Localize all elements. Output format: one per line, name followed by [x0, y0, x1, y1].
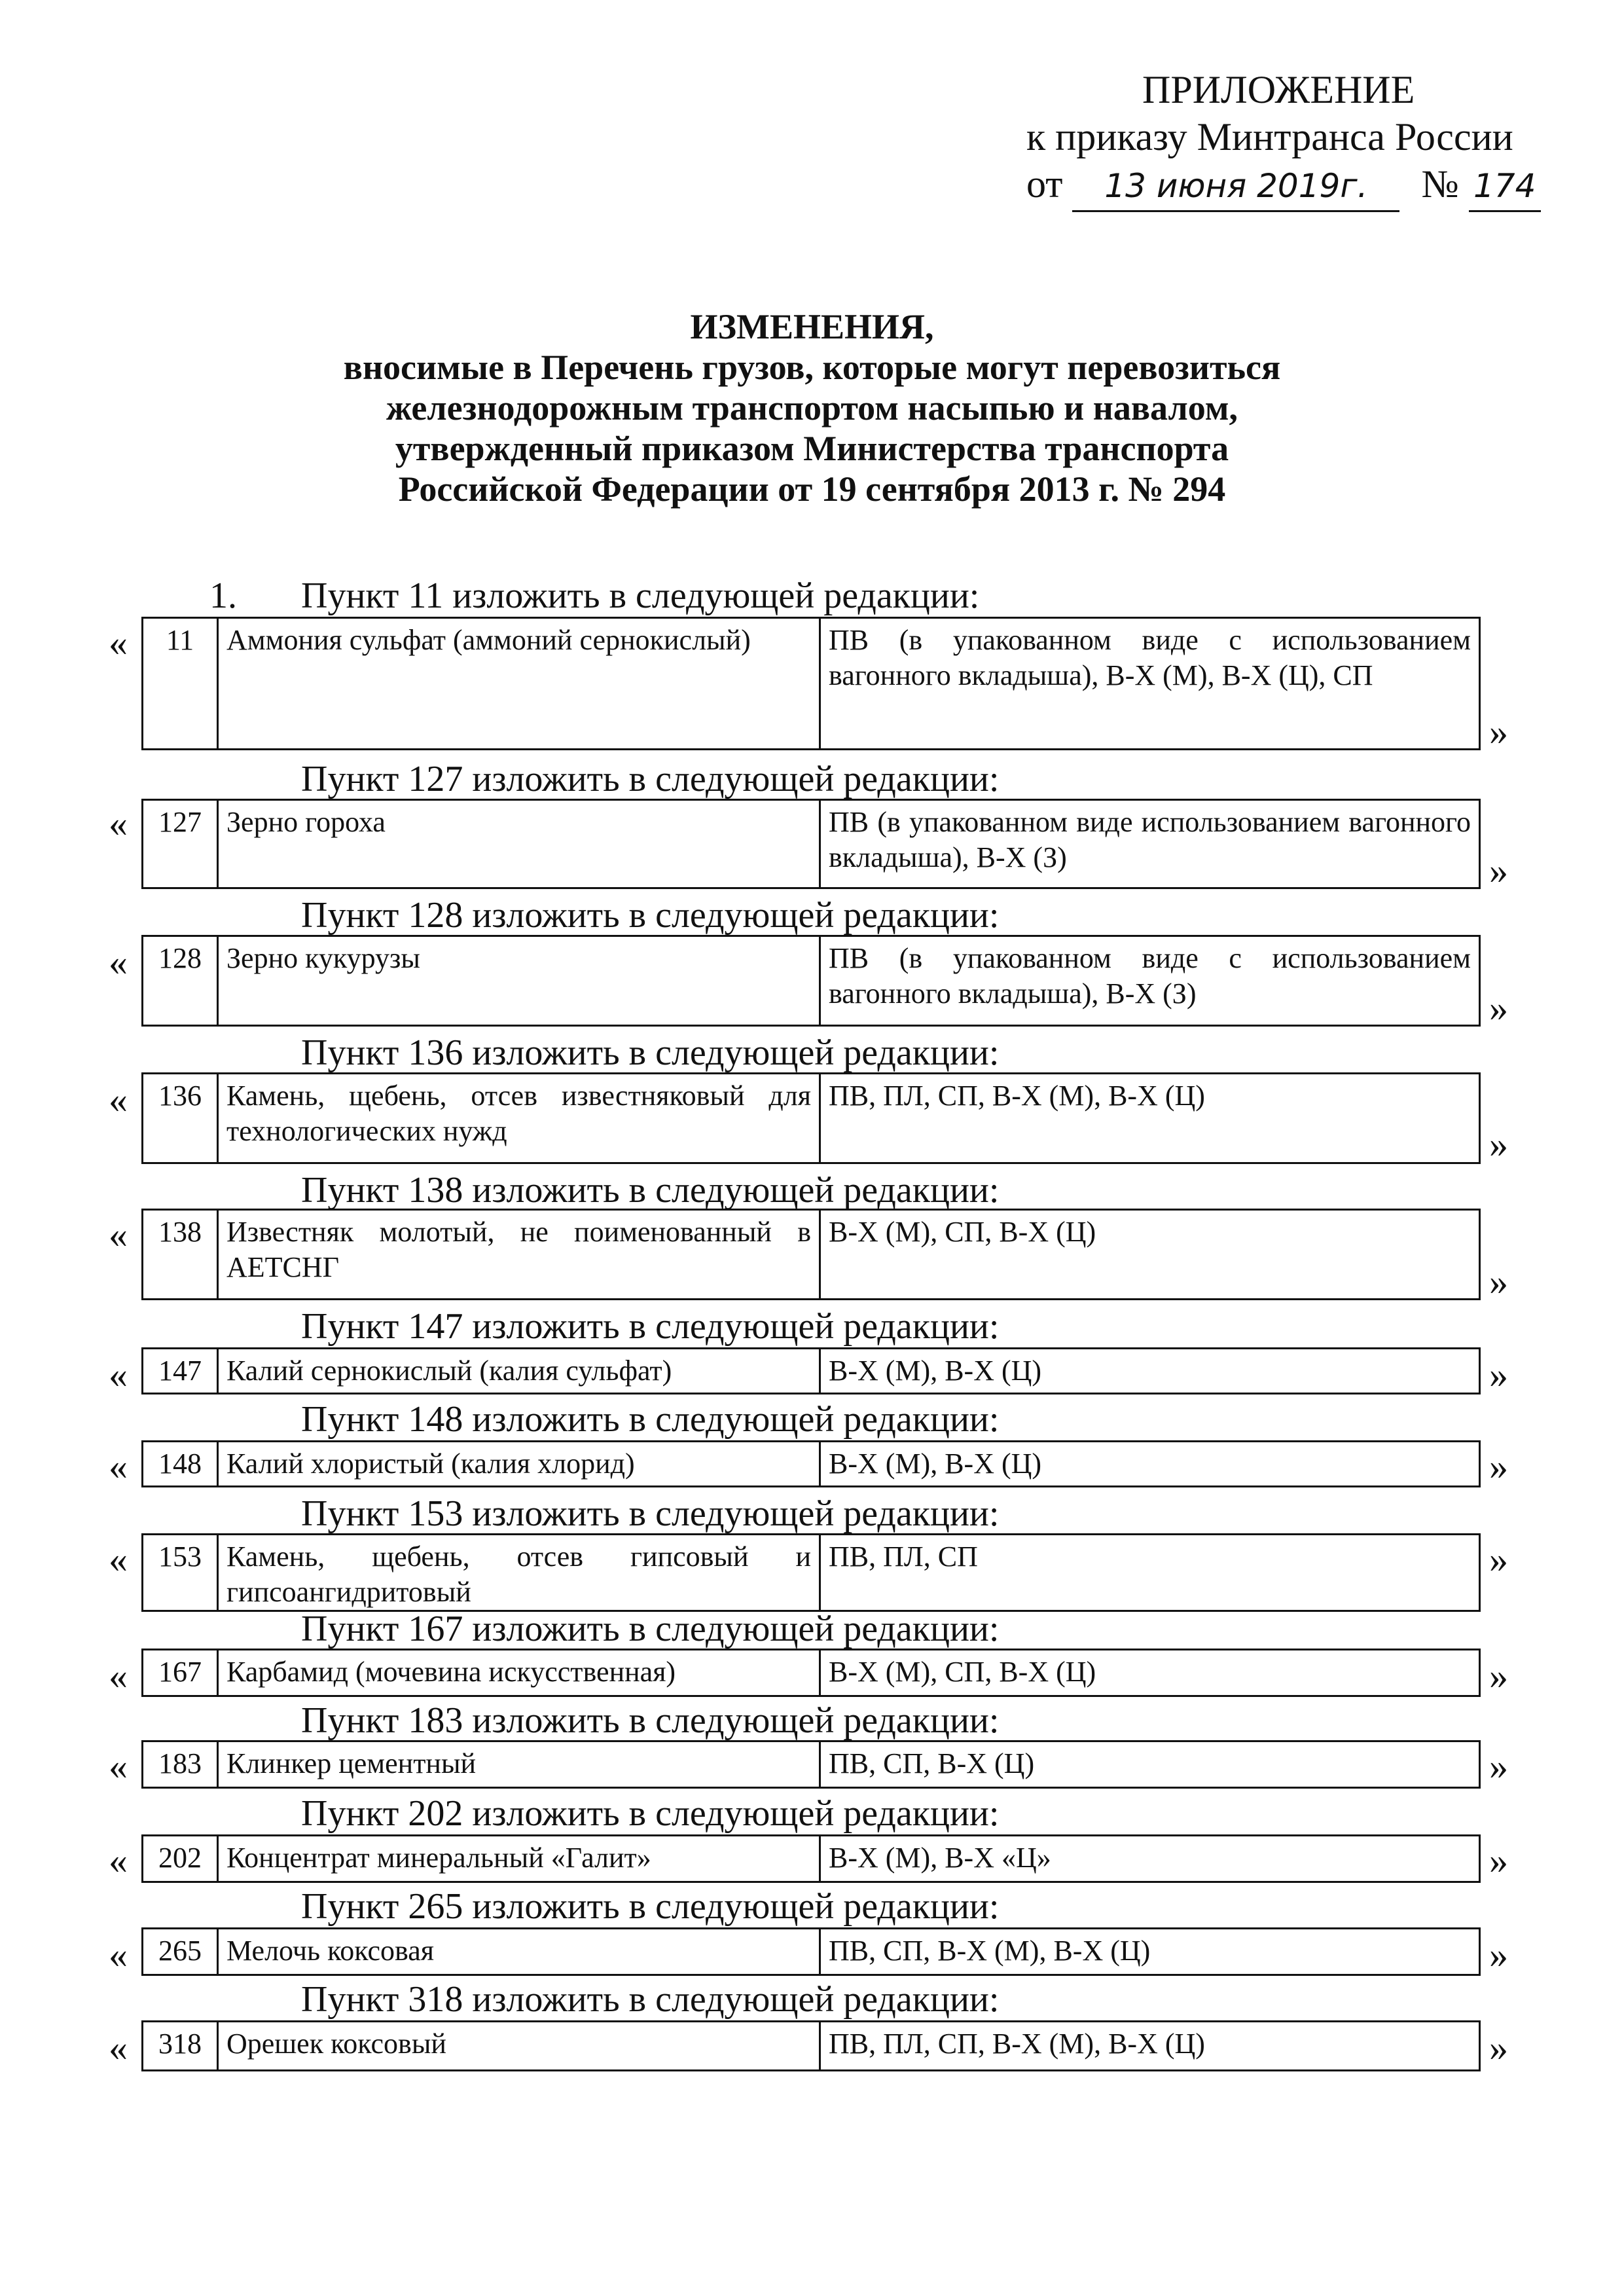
appendix-order-reference: к приказу Минтранса России	[1026, 115, 1513, 158]
table-row	[141, 799, 1481, 889]
transport-mode: ПВ, СП, В-Х (Ц)	[829, 1747, 1035, 1779]
table-row	[141, 2020, 1481, 2071]
quote-open: «	[109, 1445, 128, 1487]
quote-close: »	[1489, 849, 1508, 892]
transport-mode: ПВ, ПЛ, СП, В-Х (М), В-Х (Ц)	[829, 1080, 1205, 1112]
cargo-name: Известняк молотый, не поименованный в АЕТСНГ	[219, 1211, 821, 1298]
quote-open: «	[109, 1745, 128, 1787]
table-row	[141, 935, 1481, 1027]
table-row	[141, 1533, 1481, 1612]
table-row	[141, 1347, 1481, 1394]
quote-close: »	[1489, 1745, 1508, 1787]
appendix-date-prefix: от	[1026, 162, 1063, 206]
amendment-instruction: Пункт 202 изложить в следующей редакции:	[301, 1793, 1000, 1834]
appendix-number-label: №	[1421, 162, 1459, 206]
transport-mode: В-Х (М), СП, В-Х (Ц)	[829, 1216, 1096, 1248]
amendment-instruction: Пункт 136 изложить в следующей редакции:	[301, 1032, 1000, 1073]
table-row	[141, 1072, 1481, 1164]
quote-close: »	[1489, 1260, 1508, 1303]
cargo-code: 136	[143, 1074, 219, 1162]
quote-close: »	[1489, 1654, 1508, 1697]
transport-mode: В-Х (М), СП, В-Х (Ц)	[829, 1656, 1096, 1688]
heading-line-4: Российской Федерации от 19 сентября 2013 г. № 294	[398, 469, 1226, 509]
cargo-name: Калий хлористый (калия хлорид)	[219, 1442, 821, 1485]
cargo-code: 138	[143, 1211, 219, 1298]
cargo-name: Концентрат минеральный «Галит»	[219, 1836, 821, 1881]
amendment-instruction: Пункт 128 изложить в следующей редакции:	[301, 895, 1000, 936]
quote-close: »	[1489, 1538, 1508, 1580]
cargo-code: 265	[143, 1929, 219, 1974]
cargo-code: 153	[143, 1535, 219, 1610]
cargo-name: Зерно гороха	[219, 801, 821, 887]
list-number: 1.	[209, 575, 237, 616]
cargo-code: 202	[143, 1836, 219, 1881]
amendment-instruction: Пункт 318 изложить в следующей редакции:	[301, 1979, 1000, 2020]
amendment-instruction: Пункт 148 изложить в следующей редакции:	[301, 1399, 1000, 1440]
table-row	[141, 617, 1481, 750]
cargo-code: 128	[143, 937, 219, 1025]
amendment-instruction: Пункт 138 изложить в следующей редакции:	[301, 1170, 1000, 1211]
appendix-date-handwritten: 13 июня 2019г.	[1072, 162, 1399, 212]
cargo-name: Карбамид (мочевина искусственная)	[219, 1650, 821, 1695]
cargo-code: 11	[143, 619, 219, 748]
quote-open: «	[109, 1213, 128, 1256]
quote-open: «	[109, 1654, 128, 1697]
quote-close: »	[1489, 1839, 1508, 1882]
quote-open: «	[109, 621, 128, 664]
amendment-instruction: Пункт 265 изложить в следующей редакции:	[301, 1886, 1000, 1927]
table-row	[141, 1209, 1481, 1300]
appendix-date-number-line	[1026, 160, 1541, 212]
amendment-instruction: Пункт 127 изложить в следующей редакции:	[301, 759, 1000, 799]
cargo-name: Камень, щебень, отсев гипсовый и гипсоангидритовый	[219, 1535, 821, 1610]
cargo-name: Зерно кукурузы	[219, 937, 821, 1025]
amendment-instruction: Пункт 147 изложить в следующей редакции:	[301, 1306, 1000, 1347]
transport-mode: ПВ, СП, В-Х (М), В-Х (Ц)	[829, 1935, 1151, 1967]
heading-line-2: железнодорожным транспортом насыпью и навалом,	[386, 388, 1238, 428]
table-row	[141, 1649, 1481, 1697]
amendment-instruction: 1. Пункт 11 изложить в следующей редакции:	[209, 575, 980, 616]
cargo-code: 147	[143, 1349, 219, 1393]
quote-close: »	[1489, 1123, 1508, 1165]
transport-mode: ПВ (в упакованном виде с использованием вагонного вкладыша), В-Х (З)	[829, 942, 1471, 1010]
transport-mode: ПВ, ПЛ, СП, В-Х (М), В-Х (Ц)	[829, 2028, 1205, 2060]
quote-close: »	[1489, 1445, 1508, 1487]
quote-open: «	[109, 1538, 128, 1580]
quote-close: »	[1489, 1933, 1508, 1976]
quote-open: «	[109, 941, 128, 983]
transport-mode: ПВ, ПЛ, СП	[829, 1540, 978, 1573]
amendment-instruction: Пункт 153 изложить в следующей редакции:	[301, 1493, 1000, 1534]
table-row	[141, 1740, 1481, 1789]
quote-open: «	[109, 1353, 128, 1396]
amendment-instruction: Пункт 183 изложить в следующей редакции:	[301, 1700, 1000, 1741]
heading-line-3: утвержденный приказом Министерства транспорта	[395, 429, 1229, 468]
quote-close: »	[1489, 2026, 1508, 2069]
cargo-name: Клинкер цементный	[219, 1742, 821, 1787]
heading-line-1: вносимые в Перечень грузов, которые могут перевозиться	[343, 348, 1281, 387]
quote-close: »	[1489, 987, 1508, 1029]
transport-mode: В-Х (М), В-Х (Ц)	[829, 1448, 1042, 1480]
table-row	[141, 1927, 1481, 1976]
cargo-name: Мелочь коксовая	[219, 1929, 821, 1974]
cargo-name: Камень, щебень, отсев известняковый для технологических нужд	[219, 1074, 821, 1162]
cargo-name: Калий сернокислый (калия сульфат)	[219, 1349, 821, 1393]
quote-open: «	[109, 2026, 128, 2069]
quote-open: «	[109, 802, 128, 845]
transport-mode: ПВ (в упакованном виде использованием вагонного вкладыша), В-Х (З)	[829, 806, 1471, 873]
quote-open: «	[109, 1078, 128, 1121]
table-row	[141, 1440, 1481, 1487]
cargo-name: Орешек коксовый	[219, 2022, 821, 2069]
appendix-title: ПРИЛОЖЕНИЕ	[1142, 68, 1415, 111]
cargo-code: 318	[143, 2022, 219, 2069]
quote-close: »	[1489, 1353, 1508, 1396]
table-row	[141, 1834, 1481, 1883]
heading-title: ИЗМЕНЕНИЯ,	[690, 307, 934, 346]
cargo-code: 183	[143, 1742, 219, 1787]
transport-mode: В-Х (М), В-Х (Ц)	[829, 1355, 1042, 1387]
transport-mode: В-Х (М), В-Х «Ц»	[829, 1842, 1051, 1874]
cargo-name: Аммония сульфат (аммоний сернокислый)	[219, 619, 821, 748]
appendix-number-handwritten: 174	[1469, 162, 1541, 212]
quote-open: «	[109, 1933, 128, 1976]
transport-mode: ПВ (в упакованном виде с использованием вагонного вкладыша), В-Х (М), В-Х (Ц), СП	[829, 624, 1471, 691]
cargo-code: 148	[143, 1442, 219, 1485]
document-heading	[0, 306, 1624, 509]
cargo-code: 167	[143, 1650, 219, 1695]
quote-open: «	[109, 1839, 128, 1882]
quote-close: »	[1489, 710, 1508, 753]
cargo-code: 127	[143, 801, 219, 887]
amendment-instruction: Пункт 167 изложить в следующей редакции:	[301, 1609, 1000, 1649]
